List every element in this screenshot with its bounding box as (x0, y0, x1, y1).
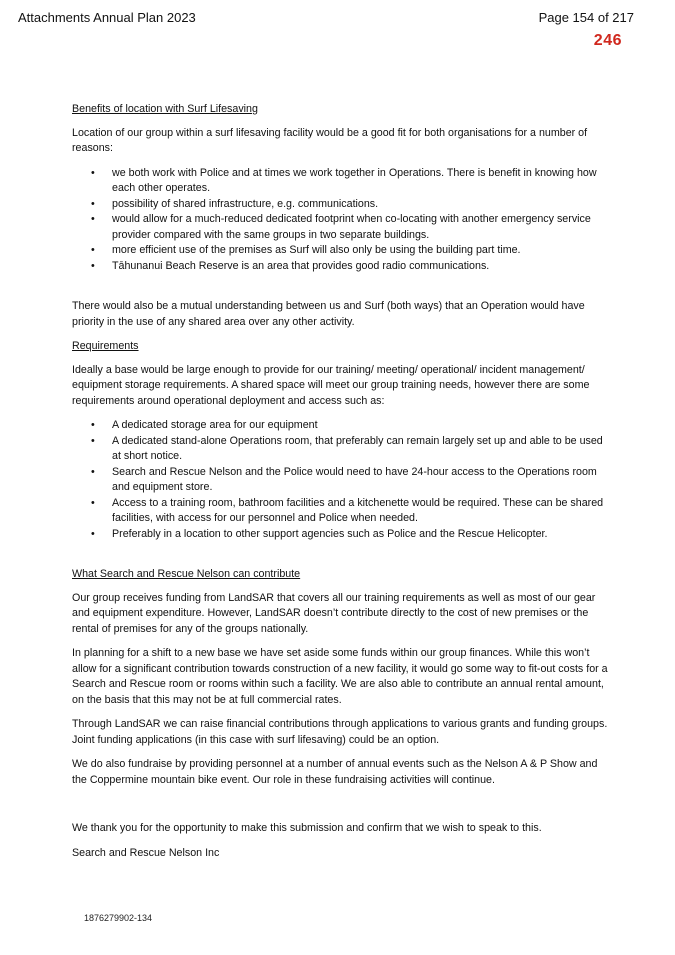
list-item (91, 259, 612, 275)
list-item (91, 197, 612, 213)
list-item-text: possibility of shared infrastructure, e.g. communications. (112, 197, 379, 210)
requirements-intro: Ideally a base would be large enough to provide for our training/ meeting/ operational/ incident management/ equipment storage requirements. A shared space will meet our group training needs, however there are some requirements around operational deployment and access such as: (72, 363, 590, 407)
section-heading-contribute: What Search and Rescue Nelson can contribute (72, 568, 301, 580)
requirements-list (72, 418, 612, 542)
benefits-closing: There would also be a mutual understanding between us and Surf (both ways) that an Operation would have priority in the use of any shared area over any other activity. (72, 300, 585, 328)
document-body (72, 102, 612, 870)
benefits-list (72, 166, 612, 275)
list-item-text: A dedicated stand-alone Operations room, that preferably can remain largely set up and able to be used at short notice. (112, 434, 603, 462)
closing-thanks: We thank you for the opportunity to make this submission and confirm that we wish to speak to this. (72, 822, 542, 834)
spacer (72, 551, 612, 567)
list-item-text: would allow for a much-reduced dedicated footprint when co-locating with another emergency service provider compared with the same groups in two separate buildings. (112, 213, 591, 241)
bullet-icon: • (91, 496, 95, 509)
list-item (91, 496, 612, 527)
bullet-icon: • (91, 244, 95, 256)
section-heading-benefits: Benefits of location with Surf Lifesaving (72, 103, 258, 115)
list-item-text: more efficient use of the premises as Surf will also only be using the building part time. (112, 244, 521, 256)
page-indicator: Page 154 of 217 (538, 10, 634, 25)
benefits-intro: Location of our group within a surf lifesaving facility would be a good fit for both organisations for a number of reasons: (72, 126, 588, 154)
list-item (91, 434, 612, 465)
list-item (91, 418, 612, 434)
bullet-icon: • (91, 465, 95, 478)
bullet-icon: • (91, 213, 95, 225)
bullet-icon: • (91, 527, 95, 540)
header-title: Attachments Annual Plan 2023 (18, 10, 196, 25)
list-item (91, 212, 612, 243)
list-item (91, 166, 612, 197)
list-item-text: Preferably in a location to other support agencies such as Police and the Rescue Helicopter. (112, 527, 548, 540)
stamped-page-number: 246 (593, 32, 622, 49)
list-item-text: we both work with Police and at times we work together in Operations. There is benefit in knowing how each other operates. (112, 166, 597, 194)
contribute-paragraph: In planning for a shift to a new base we have set aside some funds within our group finances. While this won’t allow for a significant contribution towards construction of a new facility, it would go some way to fit-out costs for a Search and Rescue room or rooms within such a facility. We are also able to contribute an annual rental amount, on the basis that this may not be at full commercial rates. (72, 647, 608, 706)
contribute-paragraph: Through LandSAR we can raise financial contributions through applications to various grants and funding groups. Joint funding applications (in this case with surf lifesaving) could be an option. (72, 718, 608, 746)
bullet-icon: • (91, 166, 95, 179)
bullet-icon: • (91, 419, 95, 431)
list-item-text: A dedicated storage area for our equipment (112, 419, 318, 431)
bullet-icon: • (91, 197, 95, 210)
list-item-text: Search and Rescue Nelson and the Police would need to have 24-hour access to the Operations room and equipment store. (112, 465, 597, 493)
list-item (91, 243, 612, 259)
list-item (91, 465, 612, 496)
signature: Search and Rescue Nelson Inc (72, 846, 220, 859)
section-heading-requirements: Requirements (72, 340, 139, 352)
list-item-text: Tāhunanui Beach Reserve is an area that provides good radio communications. (112, 259, 490, 272)
bullet-icon: • (91, 434, 95, 447)
spacer (72, 797, 612, 821)
spacer (72, 283, 612, 299)
contribute-paragraph: Our group receives funding from LandSAR that covers all our training requirements as well as most of our gear and equipment expenditure. However, LandSAR doesn’t contribute directly to the cost of new premises or the rental of premises for any of the groups nationally. (72, 591, 596, 635)
list-item (91, 527, 612, 543)
contribute-paragraph: We do also fundraise by providing personnel at a number of annual events such as the Nelson A & P Show and the Coppermine mountain bike event. Our role in these fundraising activities will continue. (72, 758, 598, 786)
bullet-icon: • (91, 259, 95, 272)
list-item-text: Access to a training room, bathroom facilities and a kitchenette would be required. These can be shared facilities, with access for our personnel and Police when needed. (112, 496, 604, 524)
document-id: 1876279902-134 (84, 913, 153, 923)
